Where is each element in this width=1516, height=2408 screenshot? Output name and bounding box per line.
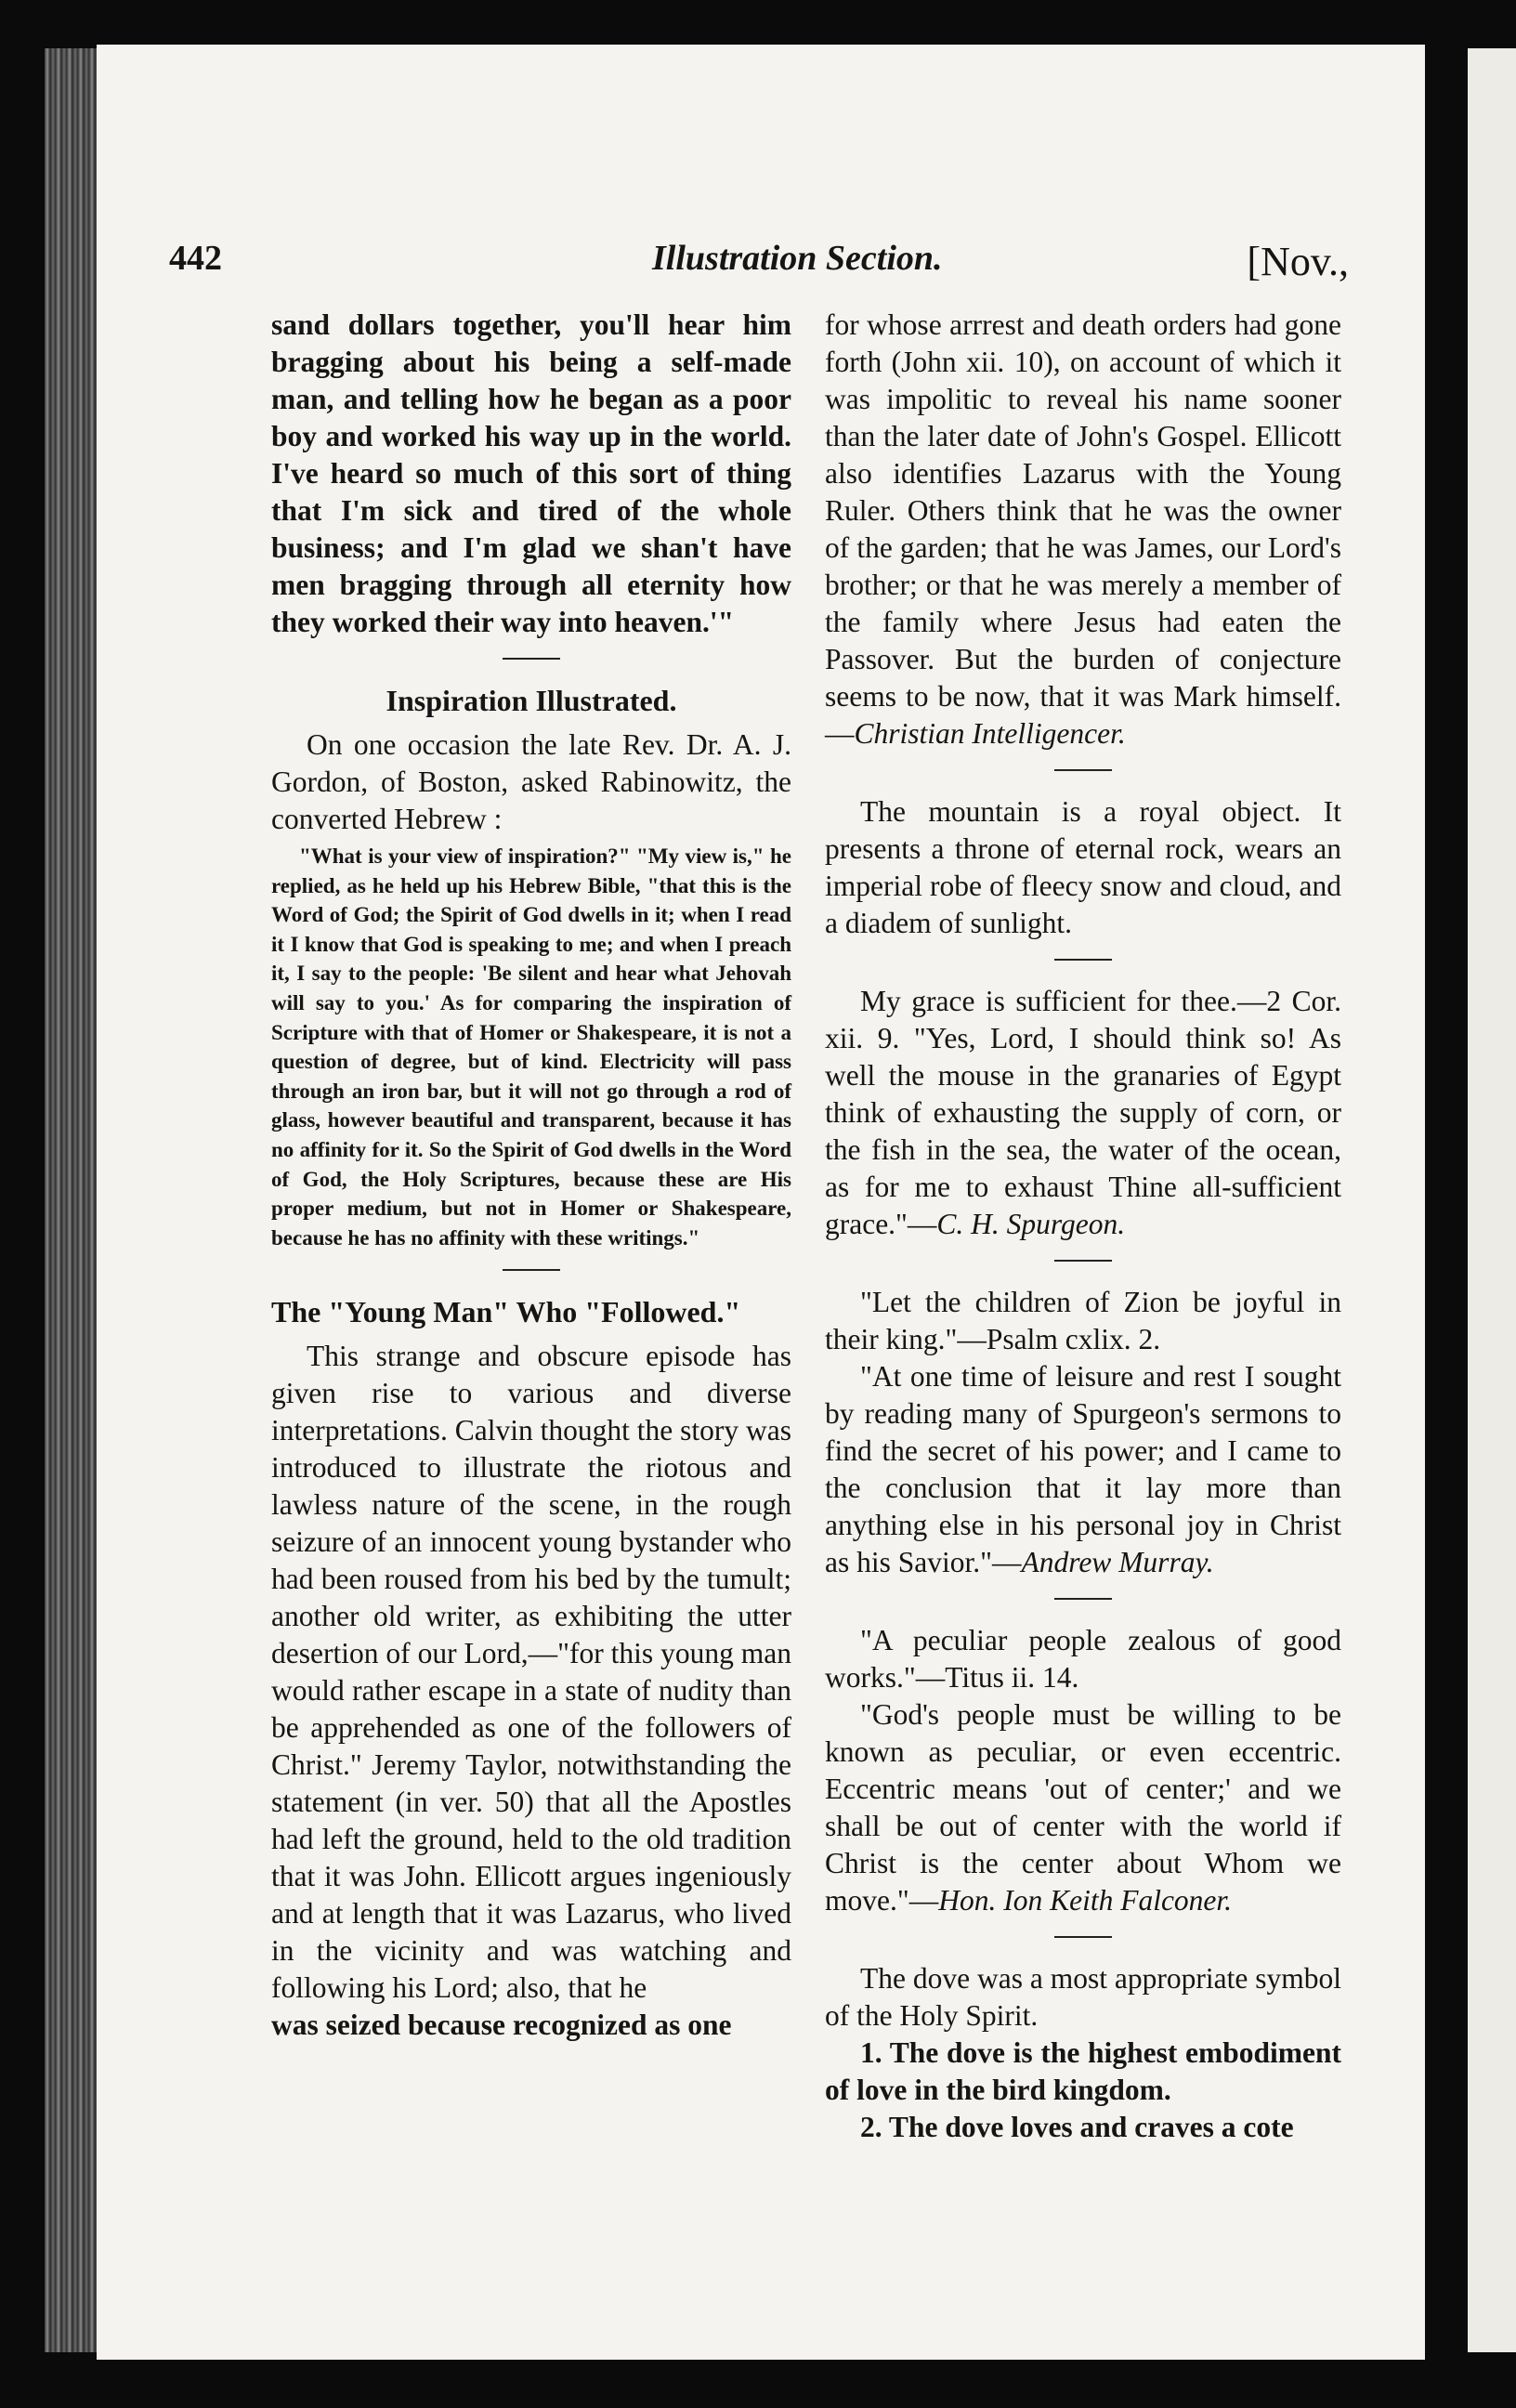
paragraph-continued: sand dollars together, you'll hear him bragging about his being a self-made man, and telling how he began as a poor boy and worked his way up in the world. I've heard so much of this sort of thing that I'm sick and tired of the whole business; and I'm glad we shan't have men bragging through all eternity how they worked their way into heaven.'"	[271, 308, 791, 638]
section-title: Illustration Section.	[652, 239, 943, 278]
paragraph-text: My grace is sufficient for thee.—2 Cor. xii. 9. "Yes, Lord, I should think so! As well the mouse in the granaries of Egypt think of exhausting the supply of corn, or the fish in the sea, the water of the ocean, as for me to exhaust Thine all-sufficient grace."—	[825, 985, 1341, 1240]
page-number: 442	[169, 239, 222, 278]
issue-month: [Nov.,	[1247, 239, 1349, 284]
paragraph	[825, 1358, 1341, 1581]
paragraph-continued	[825, 307, 1341, 752]
numbered-point: 1. The dove is the highest embodiment of love in the bird kingdom.	[825, 2036, 1341, 2106]
block-quote	[271, 842, 791, 1252]
section-divider	[1054, 1598, 1112, 1600]
paragraph-text: "God's people must be willing to be known as peculiar, or even eccentric. Eccentric means 'out of center;' and we shall be out of center with the world if Christ is the center about Whom we move."—	[825, 1698, 1341, 1917]
paragraph	[825, 1696, 1341, 1919]
paragraph-last-line: was seized because recognized as one	[271, 2009, 732, 2042]
paragraph	[825, 983, 1341, 1243]
right-column	[825, 307, 1341, 2146]
book-spine	[45, 48, 98, 2352]
numbered-point: 2. The dove loves and craves a cote	[860, 2111, 1294, 2143]
attribution: C. H. Spurgeon.	[936, 1208, 1126, 1240]
paragraph-text: for whose arrrest and death orders had gone forth (John xii. 10), on account of which it was impolitic to reveal his name sooner than the later date of John's Gospel. Ellicott also identifies Lazarus with the Young Ruler. Others think that he was the owner of the garden; that he was James, our Lord's brother; or that he was merely a member of the family where Jesus had eaten the Passover. But the burden of conjecture seems to be now, that it was Mark himself.—	[825, 308, 1341, 750]
article-heading: Inspiration Illustrated.	[386, 684, 677, 717]
paragraph: On one occasion the late Rev. Dr. A. J. Gordon, of Boston, asked Rabinowitz, the converted Hebrew :	[271, 728, 791, 835]
attribution: Andrew Murray.	[1021, 1546, 1214, 1578]
page-header	[169, 238, 1349, 294]
section-divider	[1054, 769, 1112, 771]
paragraph: "A peculiar people zealous of good works."—Titus ii. 14.	[825, 1624, 1341, 1694]
paragraph-text: "At one time of leisure and rest I sought by reading many of Spurgeon's sermons to find the secret of his power; and I came to the conclusion that it lay more than anything else in his personal joy in Christ as his Savior."—	[825, 1360, 1341, 1578]
section-divider	[1054, 1260, 1112, 1262]
section-divider	[1054, 1936, 1112, 1938]
left-column	[271, 307, 791, 2044]
paragraph: "Let the children of Zion be joyful in their king."—Psalm cxlix. 2.	[825, 1286, 1341, 1355]
section-divider	[1054, 959, 1112, 961]
attribution: Christian Intelligencer.	[854, 717, 1126, 750]
quote-text: "What is your view of inspiration?" "My view is," he replied, as he held up his Hebrew Bible, "that this is the Word of God; the Spirit of God dwells in it; when I read it I know that God is speaking to me; and when I preach it, I say to the people: 'Be silent and hear what Jehovah will say to you.' As for comparing the inspiration of Scripture with that of Homer or Shakespeare, it is not a question of degree, but of kind. Electricity will pass through an iron bar, but it will not go through a rod of glass, however beautiful and transparent, because it has no affinity for it. So the Spirit of God dwells in the Word of God, the Holy Scriptures, because these are His proper medium, but not in Homer or Shakespeare, because he has no affinity with these writings."	[271, 844, 791, 1250]
section-divider	[503, 658, 560, 660]
adjacent-page-edge	[1468, 48, 1516, 2352]
section-divider	[503, 1269, 560, 1271]
paragraph: The mountain is a royal object. It presents a throne of eternal rock, wears an imperial robe of fleecy snow and cloud, and a diadem of sunlight.	[825, 795, 1341, 939]
paragraph: This strange and obscure episode has given rise to various and diverse interpretations. Calvin thought the story was introduced to illustrate the riotous and lawless nature of the scene, in the rough seizure of an innocent young bystander who had been roused from his bed by the tumult; another old writer, as exhibiting the utter desertion of our Lord,—"for this young man would rather escape in a state of nudity than be apprehended as one of the followers of Christ." Jeremy Taylor, notwithstanding the statement (in ver. 50) that all the Apostles had left the ground, held to the old tradition that it was John. Ellicott argues ingeniously and at length that it was Lazarus, who lived in the vicinity and was watching and following his Lord; also, that he	[271, 1340, 791, 2005]
article-heading: The "Young Man" Who "Followed."	[271, 1295, 741, 1329]
paragraph: The dove was a most appropriate symbol of the Holy Spirit.	[825, 1962, 1341, 2032]
attribution: Hon. Ion Keith Falconer.	[938, 1884, 1233, 1917]
